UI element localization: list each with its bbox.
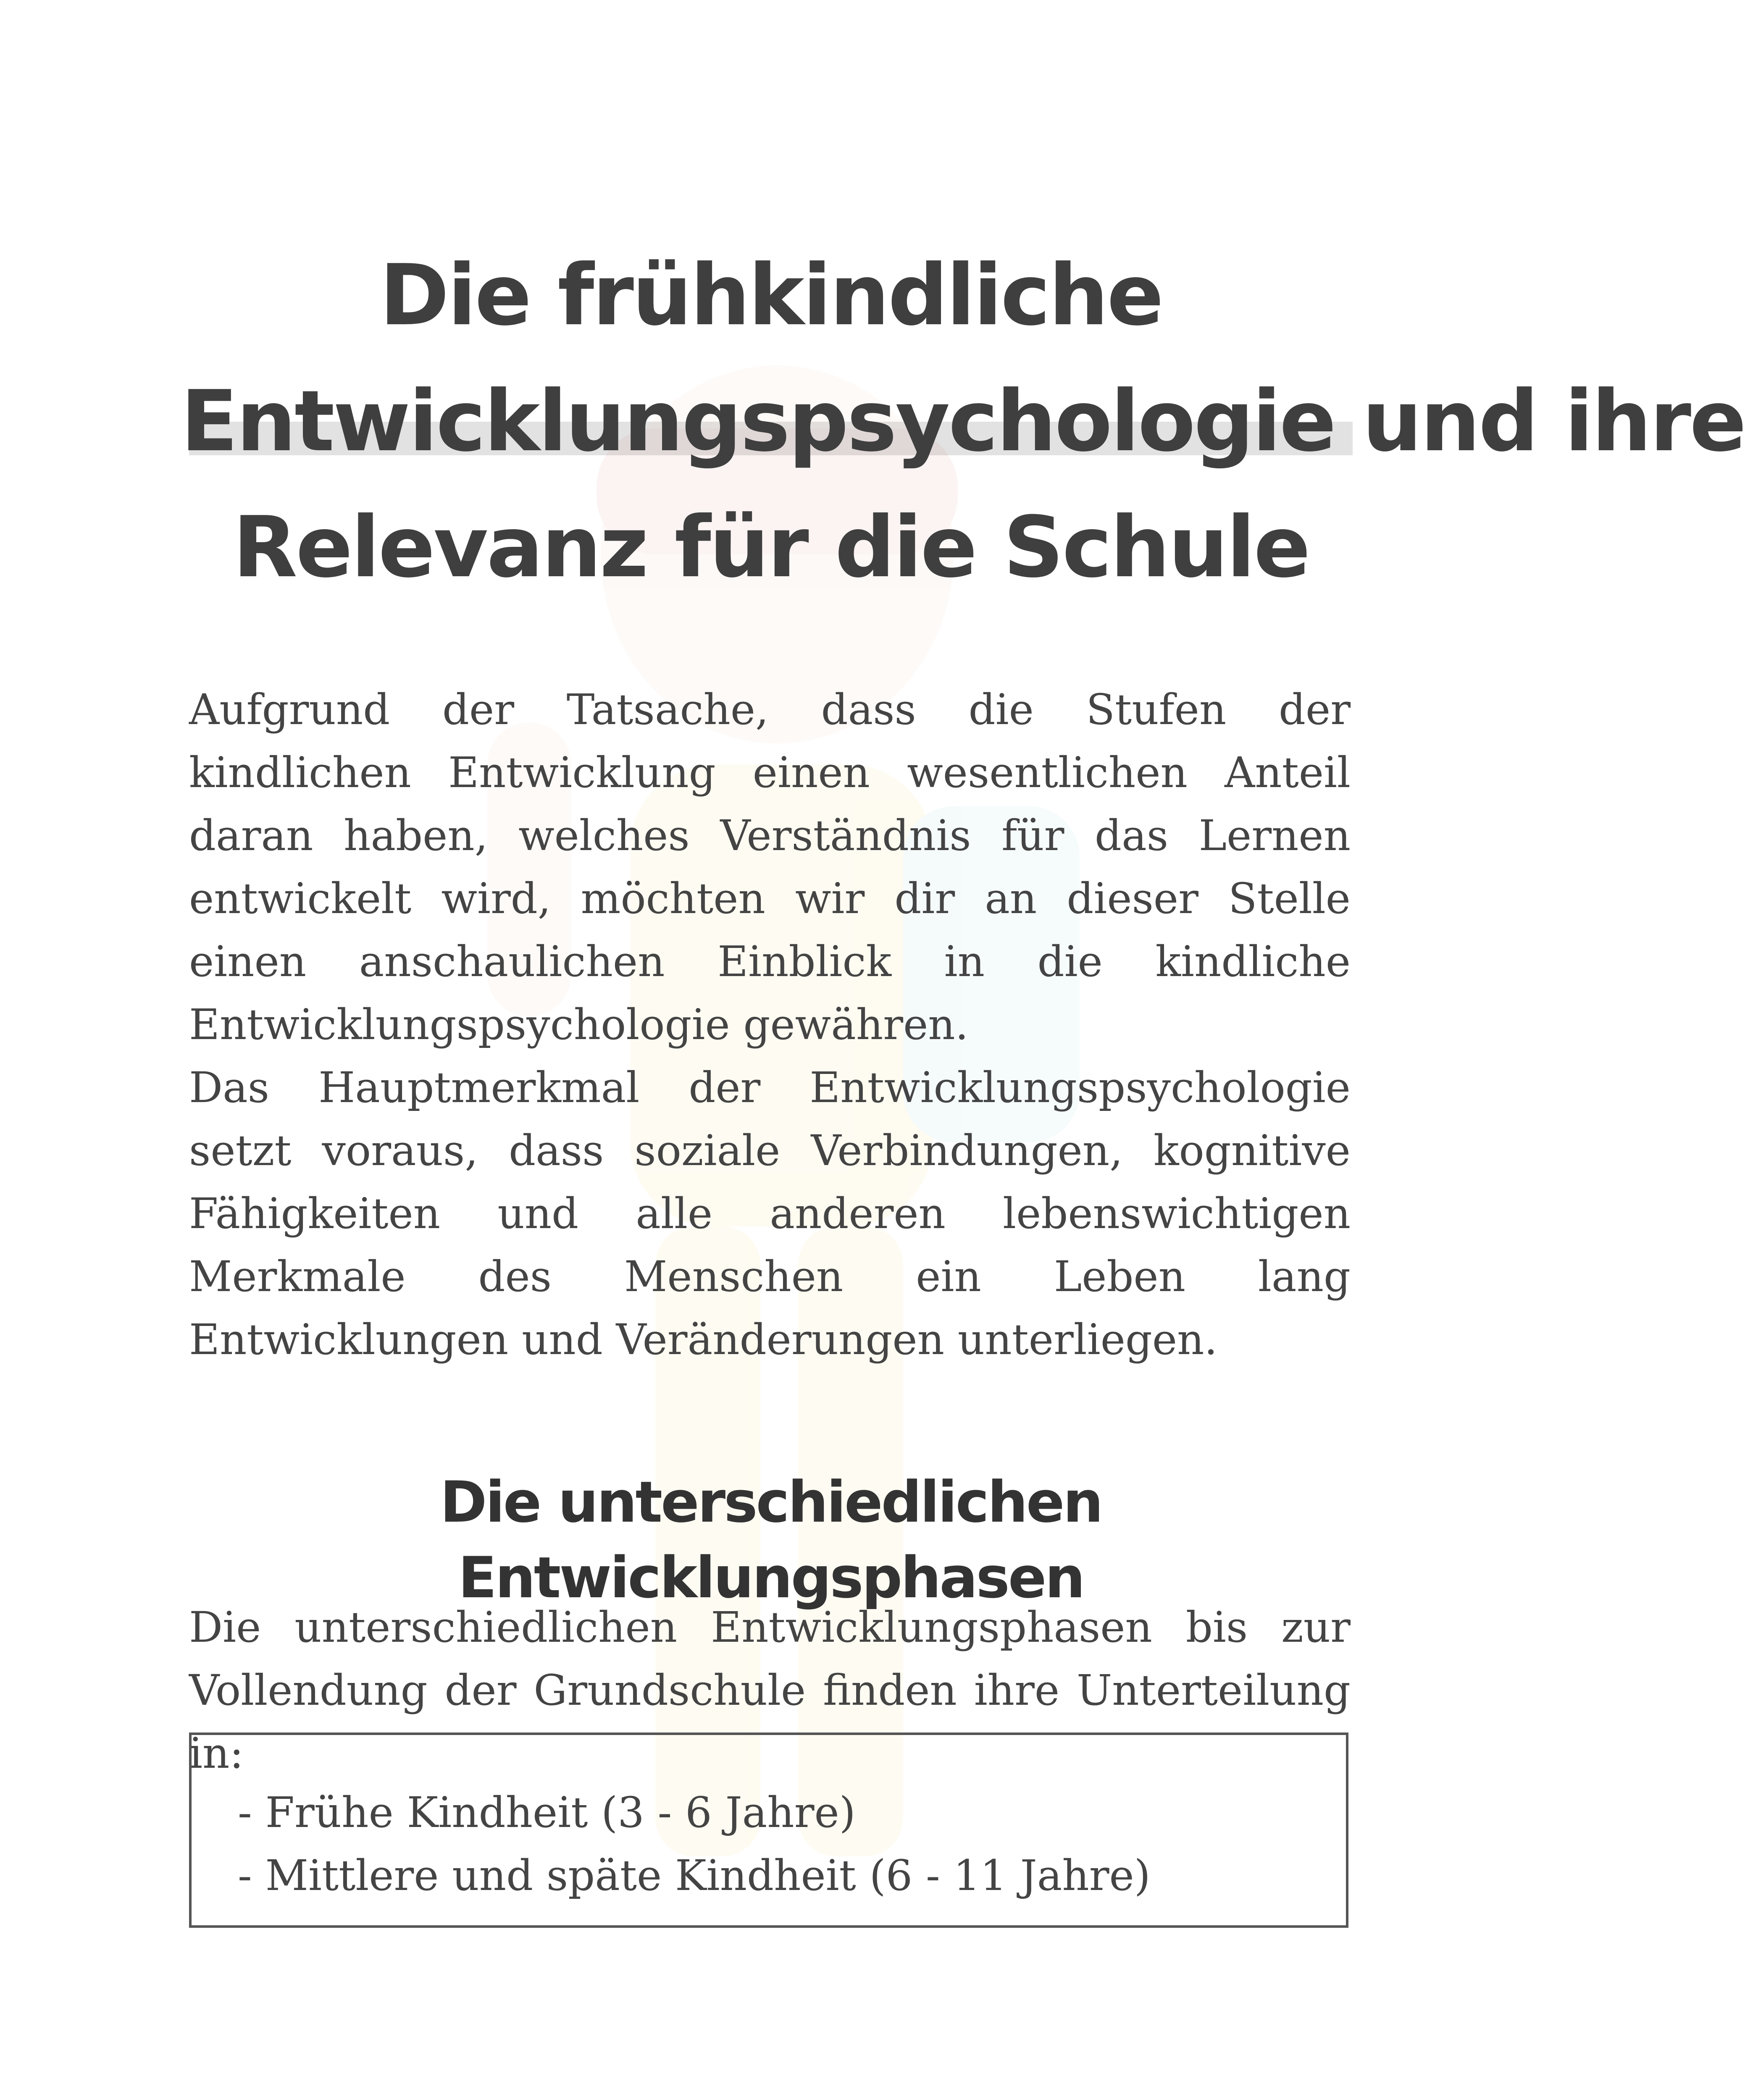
phase-item-early-childhood: - Frühe Kindheit (3 - 6 Jahre) (238, 1788, 856, 1837)
definition-paragraph: Das Hauptmerkmal der Entwicklungspsychologie setzt voraus, dass soziale Verbindungen, kognitive Fähigkeiten und alle anderen lebenswichtigen Merkmale des Menschen ein Leben lang Entwicklungen und Veränderungen unterliegen. (189, 1063, 1351, 1364)
title-line-2: Entwicklungspsychologie und ihre (181, 359, 1361, 485)
phase-item-middle-late-childhood: - Mittlere und späte Kindheit (6 - 11 Jahre) (238, 1851, 1151, 1900)
phases-list (192, 1735, 1346, 1907)
section-heading: Die unterschiedlichen Entwicklungsphasen (440, 1469, 1102, 1611)
intro-paragraph: Aufgrund der Tatsache, dass die Stufen der kindlichen Entwicklung einen wesentlichen Anteil daran haben, welches Verständnis für das Lernen entwickelt wird, möchten wir dir an dieser Stelle einen anschaulichen Einblick in die kindliche Entwicklungspsychologie gewähren. (189, 685, 1351, 1049)
phases-intro-paragraph: Die unterschiedlichen Entwicklungsphasen bis zur Vollendung der Grundschule finden ihre Unterteilung in: (189, 1603, 1351, 1778)
page-title (181, 233, 1745, 611)
title-line-3: Relevanz für die Schule (233, 499, 1309, 596)
phases-box (189, 1732, 1348, 1928)
title-line-1: Die frühkindliche (379, 247, 1162, 344)
